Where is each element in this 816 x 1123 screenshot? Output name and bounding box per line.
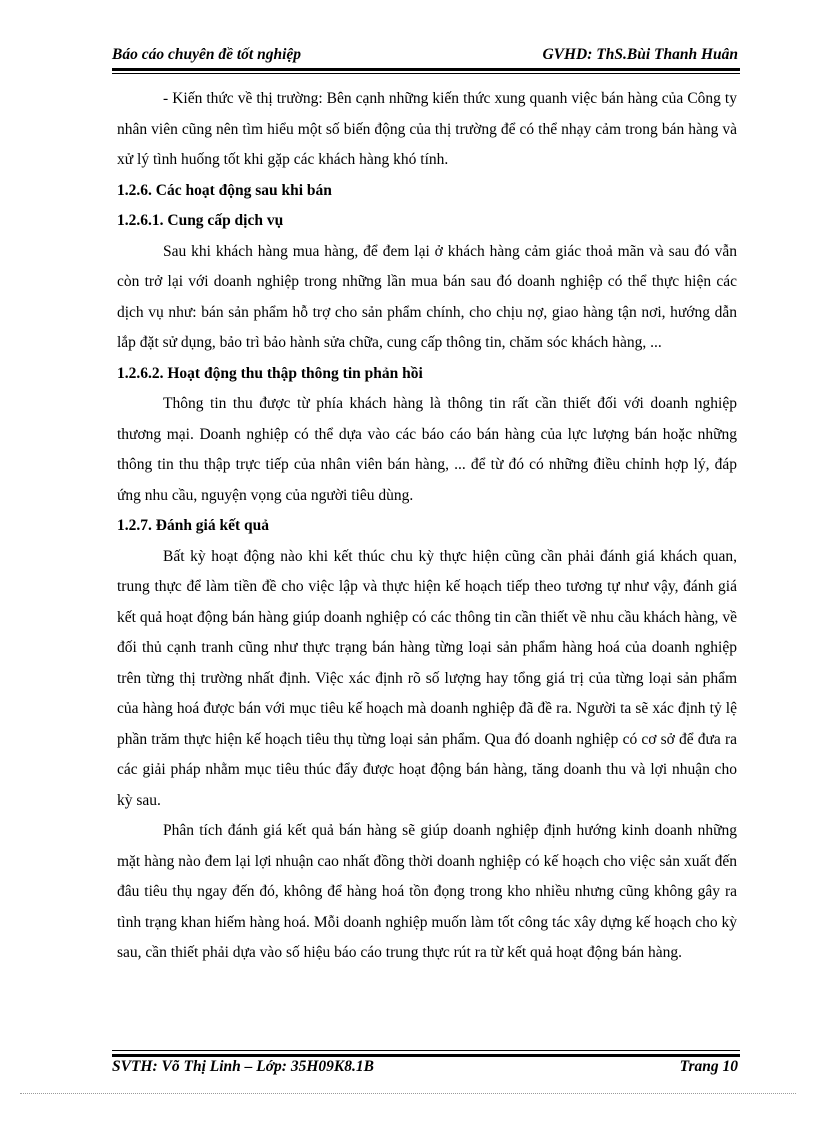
header-rule-thick bbox=[112, 68, 740, 71]
footer-page-number: Trang 10 bbox=[679, 1058, 738, 1075]
page-footer bbox=[112, 1058, 738, 1076]
header-rule-thin bbox=[112, 73, 740, 74]
paragraph-feedback-collection: Thông tin thu được từ phía khách hàng là thông tin rất cần thiết đối với doanh nghiệp thương mại. Doanh nghiệp có thể dựa vào các báo cáo bán hàng của lực lượng bán hoặc những thông tin thu thập trực tiếp của nhân viên bán hàng, ... để từ đó có những điều chỉnh hợp lý, đáp ứng nhu cầu, nguyện vọng của người tiêu dùng. bbox=[117, 395, 737, 504]
heading-feedback-collection: 1.2.6.2. Hoạt động thu thập thông tin phản hồi bbox=[117, 364, 423, 382]
page-header bbox=[112, 46, 738, 64]
page-body bbox=[117, 84, 737, 969]
heading-service-provision: 1.2.6.1. Cung cấp dịch vụ bbox=[117, 212, 284, 229]
paragraph-result-evaluation: Bất kỳ hoạt động nào khi kết thúc chu kỳ thực hiện cũng cần phải đánh giá khách quan, trung thực để làm tiền đề cho việc lập và thực hiện kế hoạch tiếp theo tương tự như vậy, đánh giá kết quả hoạt động bán hàng giúp doanh nghiệp có các thông tin cần thiết về nhu cầu khách hàng, về đối thủ cạnh tranh cũng như thực trạng bán hàng từng loại sản phẩm hàng hoá của doanh nghiệp trên từng thị trường nhất định. Việc xác định rõ số lượng hay tổng giá trị của từng loại sản phẩm của hàng hoá được bán với mục tiêu kế hoạch mà doanh nghiệp đã đề ra. Người ta sẽ xác định tỷ lệ phần trăm thực hiện kế hoạch tiêu thụ từng loại sản phẩm. Qua đó doanh nghiệp có cơ sở để đưa ra các giải pháp nhằm mục tiêu thúc đẩy được hoạt động bán hàng, tăng doanh thu và lợi nhuận cho kỳ sau. bbox=[117, 547, 737, 809]
header-report-title: Báo cáo chuyên đề tốt nghiệp bbox=[112, 46, 302, 63]
footer-rule-thin bbox=[112, 1050, 740, 1051]
paragraph-market-knowledge: - Kiến thức về thị trường: Bên cạnh những kiến thức xung quanh việc bán hàng của Công ty nhân viên cũng nên tìm hiểu một số biến động của thị trường để có thể nhạy cảm trong bán hàng và xử lý tình huống tốt khi gặp các khách hàng khó tính. bbox=[117, 90, 737, 168]
header-advisor: GVHD: ThS.Bùi Thanh Huân bbox=[542, 46, 738, 63]
paragraph-result-analysis: Phân tích đánh giá kết quả bán hàng sẽ giúp doanh nghiệp định hướng kinh doanh những mặt hàng nào đem lại lợi nhuận cao nhất đồng thời doanh nghiệp có kế hoạch cho việc sản xuất đến đâu tiêu thụ ngay đến đó, không để hàng hoá tồn đọng trong kho nhiều nhưng cũng không gây ra tình trạng khan hiếm hàng hoá. Mỗi doanh nghiệp muốn làm tốt công tác xây dựng kế hoạch cho kỳ sau, cần thiết phải dựa vào số hiệu báo cáo trung thực rút ra từ kết quả hoạt động bán hàng. bbox=[117, 822, 737, 961]
heading-result-evaluation: 1.2.7. Đánh giá kết quả bbox=[117, 517, 270, 534]
heading-after-sale-activities: 1.2.6. Các hoạt động sau khi bán bbox=[117, 181, 332, 199]
footer-rule-thick bbox=[112, 1054, 740, 1057]
paragraph-service-provision: Sau khi khách hàng mua hàng, để đem lại ở khách hàng cảm giác thoả mãn và sau đó vẫn còn trở lại với doanh nghiệp trong những lần mua bán sau đó doanh nghiệp có thể thực hiện các dịch vụ như: bán sản phẩm hỗ trợ cho sản phẩm chính, cho chịu nợ, giao hàng tận nơi, hướng dẫn lắp đặt sử dụng, bảo trì bảo hành sửa chữa, cung cấp thông tin, chăm sóc khách hàng, ... bbox=[117, 242, 737, 351]
page-boundary-line bbox=[20, 1093, 796, 1094]
footer-student-info: SVTH: Võ Thị Linh – Lớp: 35H09K8.1B bbox=[112, 1058, 374, 1075]
